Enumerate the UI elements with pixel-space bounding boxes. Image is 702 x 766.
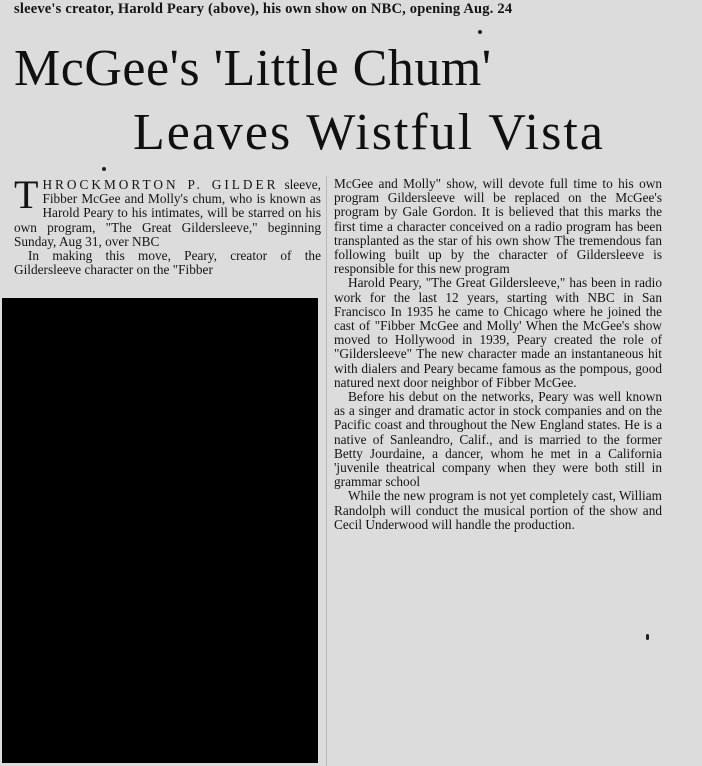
headline-line-2: Leaves Wistful Vista (133, 104, 605, 161)
article-column-2 (334, 177, 662, 532)
print-speck (646, 634, 649, 640)
paragraph-text: sleeve, Fibber McGee and Molly's chum, who is known as Harold Peary to his intimates, will be starred on his own program, "The Great Gildersleeve," beginning Sunday, Aug 31, over NBC (14, 177, 321, 249)
redacted-photo-block (2, 298, 318, 763)
column-rule (326, 176, 327, 766)
article-paragraph: McGee and Molly" show, will devote full time to his own program Gildersleeve will be replaced on the McGee's program by Gale Gordon. It is believed that this marks the first time a character conceived on a radio program has been transplanted as the star of his own show The tremendous fan following built up by the character of Gildersleeve is responsible for this new program (334, 176, 662, 277)
article-paragraph: While the new program is not yet completely cast, William Randolph will conduct the musical portion of the show and Cecil Underwood will handle the production. (334, 488, 662, 532)
headline-line-1: McGee's 'Little Chum' (14, 40, 492, 97)
article-column-1 (14, 172, 321, 278)
article-paragraph: Harold Peary, "The Great Gildersleeve," has been in radio work for the last 12 years, starting with NBC in San Francisco In 1935 he came to Chicago where he joined the cast of "Fibber McGee and Molly' When the McGee's show moved to Hollywood in 1939, Peary created the role of "Gildersleeve" The new character made an instantaneous hit with dialers and Peary became famous as the pompous, good natured next door neighbor of Fibber McGee. (334, 275, 662, 390)
lead-caps: HROCKMORTON P. GILDER (42, 177, 279, 192)
article-paragraph: Before his debut on the networks, Peary was well known as a singer and dramatic actor in stock companies and on the Pacific coast and throughout the New England states. He is a native of Sanleandro, Calif., and is married to the former Betty Jourdaine, a dancer, whom he met in a California 'juvenile theatrical company when they were both still in grammar school (334, 389, 662, 490)
article-paragraph (14, 172, 321, 249)
drop-cap: T (14, 172, 39, 217)
article-paragraph: In making this move, Peary, creator of the Gildersleeve character on the "Fibber (14, 248, 321, 278)
photo-caption: sleeve's creator, Harold Peary (above), his own show on NBC, opening Aug. 24 (14, 1, 513, 17)
print-speck (478, 30, 482, 34)
print-speck (102, 167, 106, 171)
